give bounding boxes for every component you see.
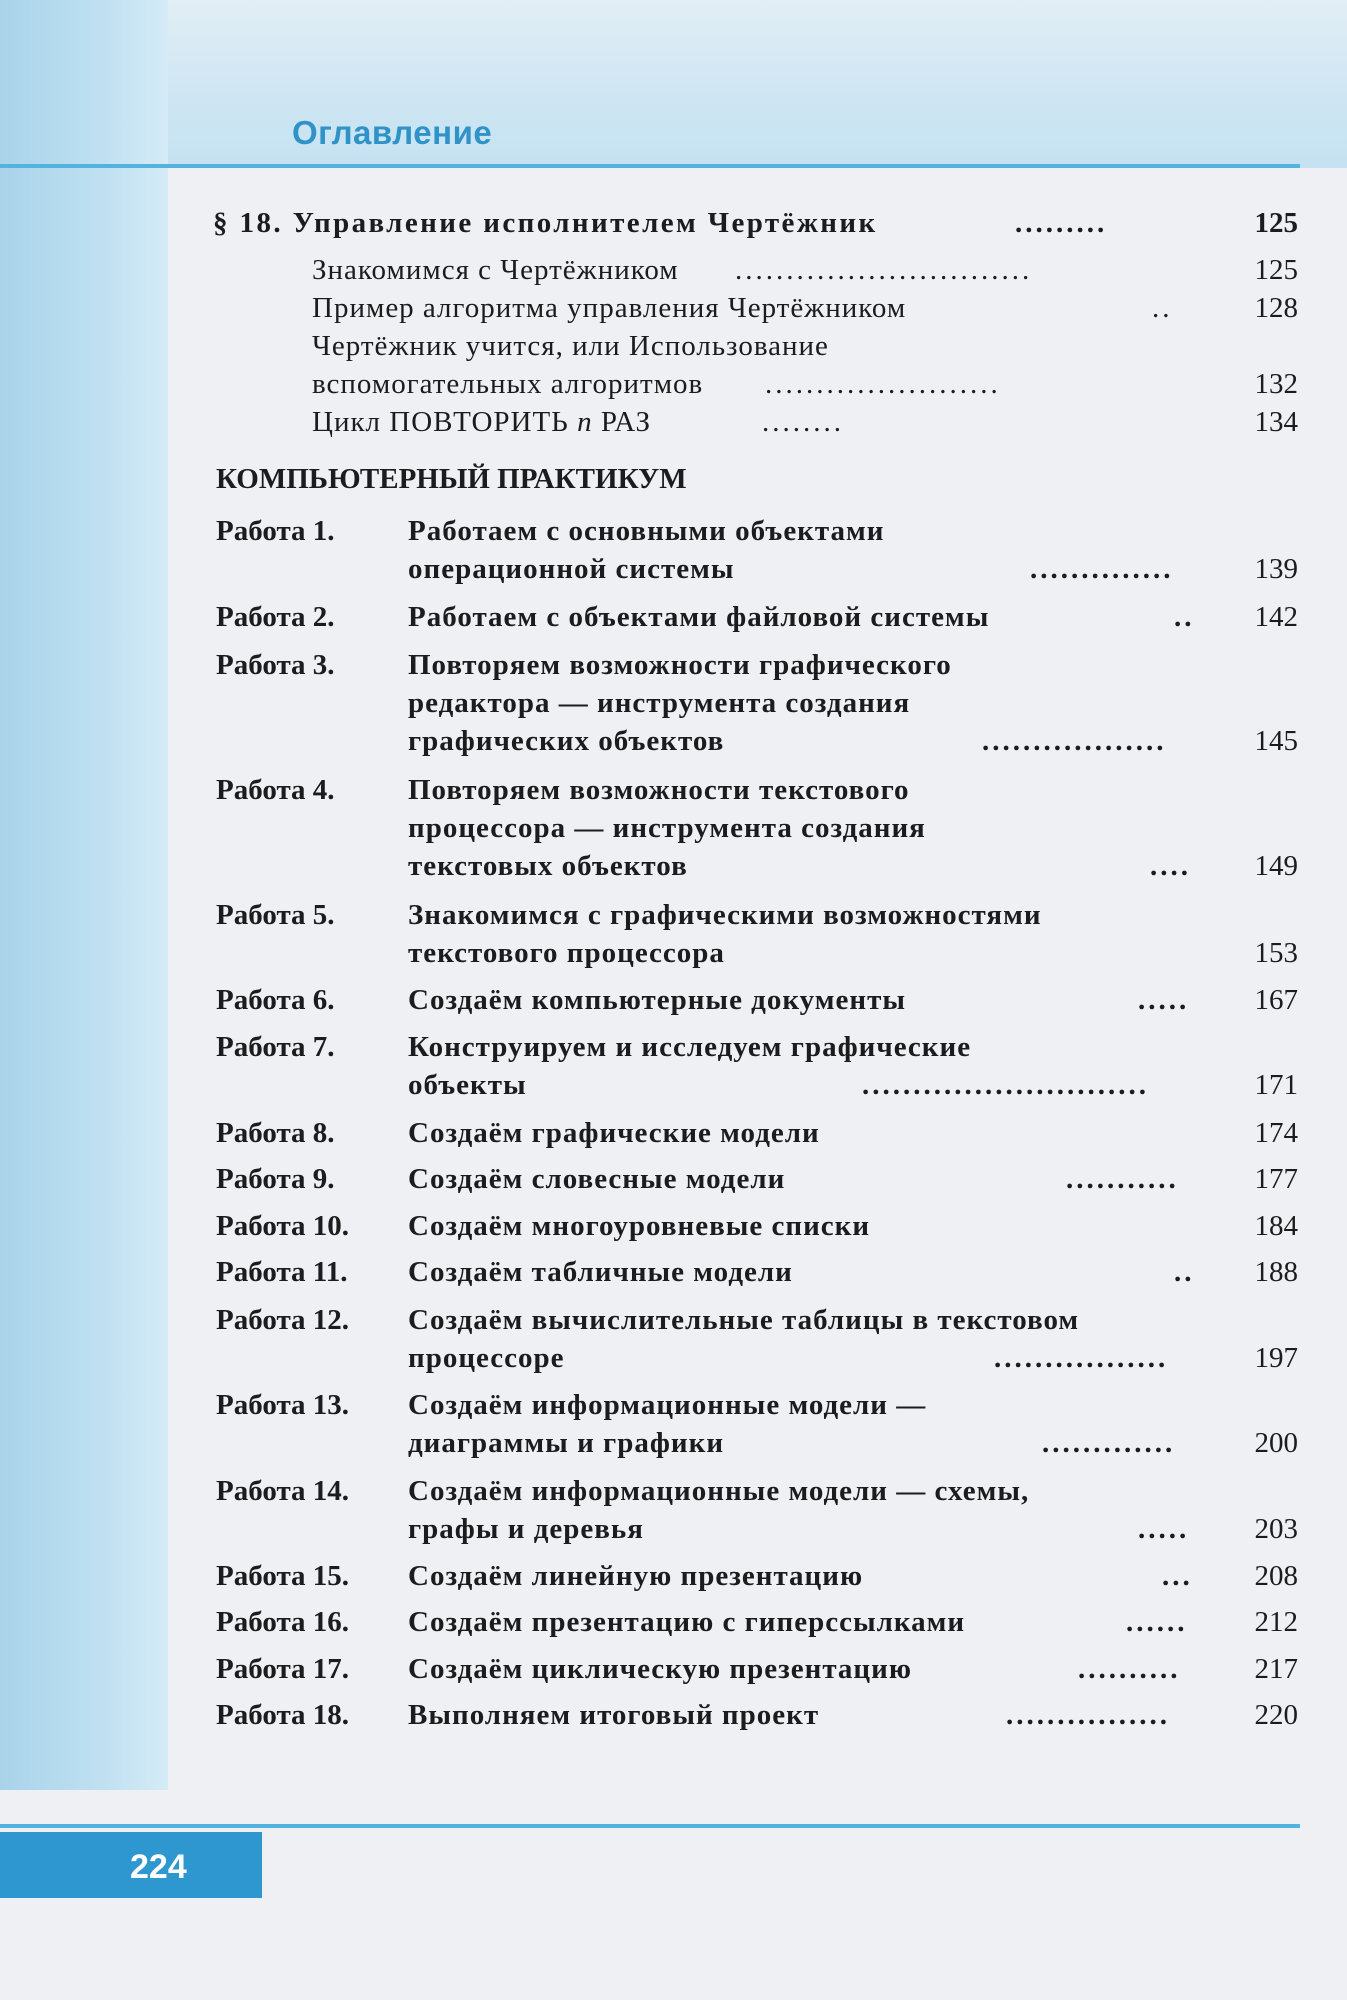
toc-entry-title: диаграммы и графики bbox=[408, 1427, 725, 1459]
toc-entry-title: Создаём презентацию с гиперссылками bbox=[408, 1606, 966, 1638]
toc-entry-page: 212 bbox=[1254, 1606, 1298, 1638]
toc-entry-title: Создаём информационные модели — bbox=[408, 1389, 927, 1421]
page-number: 224 bbox=[130, 1848, 187, 1886]
leader-dots: ................ bbox=[1006, 1699, 1170, 1731]
toc-entry-page: 132 bbox=[1254, 368, 1298, 400]
toc-entry-title-part: Цикл ПОВТОРИТЬ bbox=[312, 406, 578, 438]
toc-entry-title: процессоре bbox=[408, 1342, 565, 1374]
section-heading-text: КОМПЬЮТЕРНЫЙ ПРАКТИКУМ bbox=[216, 463, 687, 495]
work-label: Работа 18. bbox=[216, 1699, 350, 1731]
toc-entry-title: вспомогательных алгоритмов bbox=[312, 368, 704, 400]
toc-entry-page: 139 bbox=[1254, 553, 1298, 585]
toc-entry-title: Конструируем и исследуем графические bbox=[408, 1031, 972, 1063]
leader-dots: ................. bbox=[994, 1342, 1169, 1374]
work-label: Работа 1. bbox=[216, 515, 335, 547]
toc-entry-title: графы и деревья bbox=[408, 1513, 644, 1545]
toc-entry-page: 208 bbox=[1254, 1560, 1298, 1592]
toc-entry-title: объекты bbox=[408, 1069, 527, 1101]
toc-entry-title-part: РАЗ bbox=[592, 406, 652, 438]
work-label: Работа 15. bbox=[216, 1560, 350, 1592]
toc-entry-page: 188 bbox=[1254, 1256, 1298, 1288]
leader-dots: .......... bbox=[1078, 1653, 1181, 1685]
header-band bbox=[0, 0, 1347, 168]
work-label: Работа 2. bbox=[216, 601, 335, 633]
work-label: Работа 10. bbox=[216, 1210, 350, 1242]
work-label: Работа 16. bbox=[216, 1606, 350, 1638]
toc-entry-page: 134 bbox=[1254, 406, 1298, 438]
work-label: Работа 14. bbox=[216, 1475, 350, 1507]
leader-dots: ......... bbox=[1015, 207, 1108, 239]
toc-entry-page: 149 bbox=[1254, 850, 1298, 882]
work-label: Работа 8. bbox=[216, 1117, 335, 1149]
work-label: Работа 13. bbox=[216, 1389, 350, 1421]
toc-entry-title: графических объектов bbox=[408, 725, 725, 757]
toc-entry-title: текстовых объектов bbox=[408, 850, 688, 882]
leader-dots: .. bbox=[1174, 601, 1195, 633]
toc-entry-title: Повторяем возможности графического bbox=[408, 649, 952, 681]
toc-entry-page: 125 bbox=[1254, 207, 1298, 239]
toc-entry-title: Выполняем итоговый проект bbox=[408, 1699, 820, 1731]
page-title: Оглавление bbox=[292, 114, 493, 151]
work-label: Работа 4. bbox=[216, 774, 335, 806]
toc-entry-page: 153 bbox=[1254, 937, 1298, 969]
toc-entry-page: 145 bbox=[1254, 725, 1298, 757]
leader-dots: .. bbox=[1174, 1256, 1195, 1288]
toc-entry-title: Пример алгоритма управления Чертёжником bbox=[312, 292, 907, 324]
toc-entry-page: 171 bbox=[1254, 1069, 1298, 1101]
left-margin-band bbox=[0, 0, 168, 1790]
toc-entry-page: 167 bbox=[1254, 984, 1298, 1016]
toc-entry-page: 174 bbox=[1254, 1117, 1298, 1149]
work-label: Работа 17. bbox=[216, 1653, 350, 1685]
footer-divider bbox=[0, 1824, 1300, 1828]
toc-entry-title: Знакомимся с Чертёжником bbox=[312, 254, 679, 286]
toc-entry-page: 200 bbox=[1254, 1427, 1298, 1459]
toc-entry-title: Создаём табличные модели bbox=[408, 1256, 793, 1288]
toc-entry-title: Создаём циклическую презентацию bbox=[408, 1653, 913, 1685]
toc-entry-page: 217 bbox=[1254, 1653, 1298, 1685]
toc-entry-page: 128 bbox=[1254, 292, 1298, 324]
toc-entry-title bbox=[312, 402, 651, 442]
leader-dots: .................. bbox=[982, 725, 1167, 757]
toc-entry-page: 142 bbox=[1254, 601, 1298, 633]
leader-dots: ............................. bbox=[735, 254, 1033, 286]
leader-dots: ..... bbox=[1138, 984, 1190, 1016]
leader-dots: ..... bbox=[1138, 1513, 1190, 1545]
leader-dots: ....................... bbox=[765, 368, 1001, 400]
toc-entry-title: операционной системы bbox=[408, 553, 735, 585]
toc-entry-title: процессора — инструмента создания bbox=[408, 812, 926, 844]
toc-entry-title: редактора — инструмента создания bbox=[408, 687, 911, 719]
toc-entry-title: Знакомимся с графическими возможностями bbox=[408, 899, 1042, 931]
toc-entry-page: 184 bbox=[1254, 1210, 1298, 1242]
toc-entry-page: 125 bbox=[1254, 254, 1298, 286]
work-label: Работа 9. bbox=[216, 1163, 335, 1195]
leader-dots: .............. bbox=[1030, 553, 1174, 585]
header-divider bbox=[0, 164, 1300, 168]
leader-dots: ... bbox=[1162, 1560, 1193, 1592]
toc-entry-title: текстового процессора bbox=[408, 937, 725, 969]
toc-entry-page: 177 bbox=[1254, 1163, 1298, 1195]
work-label: Работа 3. bbox=[216, 649, 335, 681]
leader-dots: ........ bbox=[762, 406, 844, 438]
toc-entry-title: Создаём информационные модели — схемы, bbox=[408, 1475, 1030, 1507]
work-label: Работа 11. bbox=[216, 1256, 348, 1288]
toc-entry-title: Создаём вычислительные таблицы в текстовом bbox=[408, 1304, 1080, 1336]
work-label: Работа 6. bbox=[216, 984, 335, 1016]
toc-entry-title: Работаем с объектами файловой системы bbox=[408, 601, 990, 633]
leader-dots: ........... bbox=[1066, 1163, 1179, 1195]
toc-entry-page: 197 bbox=[1254, 1342, 1298, 1374]
toc-entry-page: 220 bbox=[1254, 1699, 1298, 1731]
toc-entry-title: Создаём словесные модели bbox=[408, 1163, 786, 1195]
work-label: Работа 7. bbox=[216, 1031, 335, 1063]
toc-entry-title: § 18. Управление исполнителем Чертёжник bbox=[213, 207, 878, 239]
toc-entry-title: Создаём многоуровневые списки bbox=[408, 1210, 871, 1242]
work-label: Работа 12. bbox=[216, 1304, 350, 1336]
leader-dots: ...... bbox=[1126, 1606, 1188, 1638]
toc-entry-title: Создаём компьютерные документы bbox=[408, 984, 906, 1016]
toc-entry-page: 203 bbox=[1254, 1513, 1298, 1545]
toc-entry-title: Создаём графические модели bbox=[408, 1117, 820, 1149]
leader-dots: .. bbox=[1152, 292, 1173, 324]
leader-dots: ............. bbox=[1042, 1427, 1176, 1459]
toc-entry-title: Чертёжник учится, или Использование bbox=[312, 330, 829, 362]
work-label: Работа 5. bbox=[216, 899, 335, 931]
leader-dots: ............................ bbox=[862, 1069, 1149, 1101]
toc-entry-title: Работаем с основными объектами bbox=[408, 515, 885, 547]
toc-entry-title-italic: n bbox=[577, 406, 593, 438]
toc-entry-title: Создаём линейную презентацию bbox=[408, 1560, 864, 1592]
leader-dots: .... bbox=[1150, 850, 1191, 882]
toc-entry-title: Повторяем возможности текстового bbox=[408, 774, 910, 806]
